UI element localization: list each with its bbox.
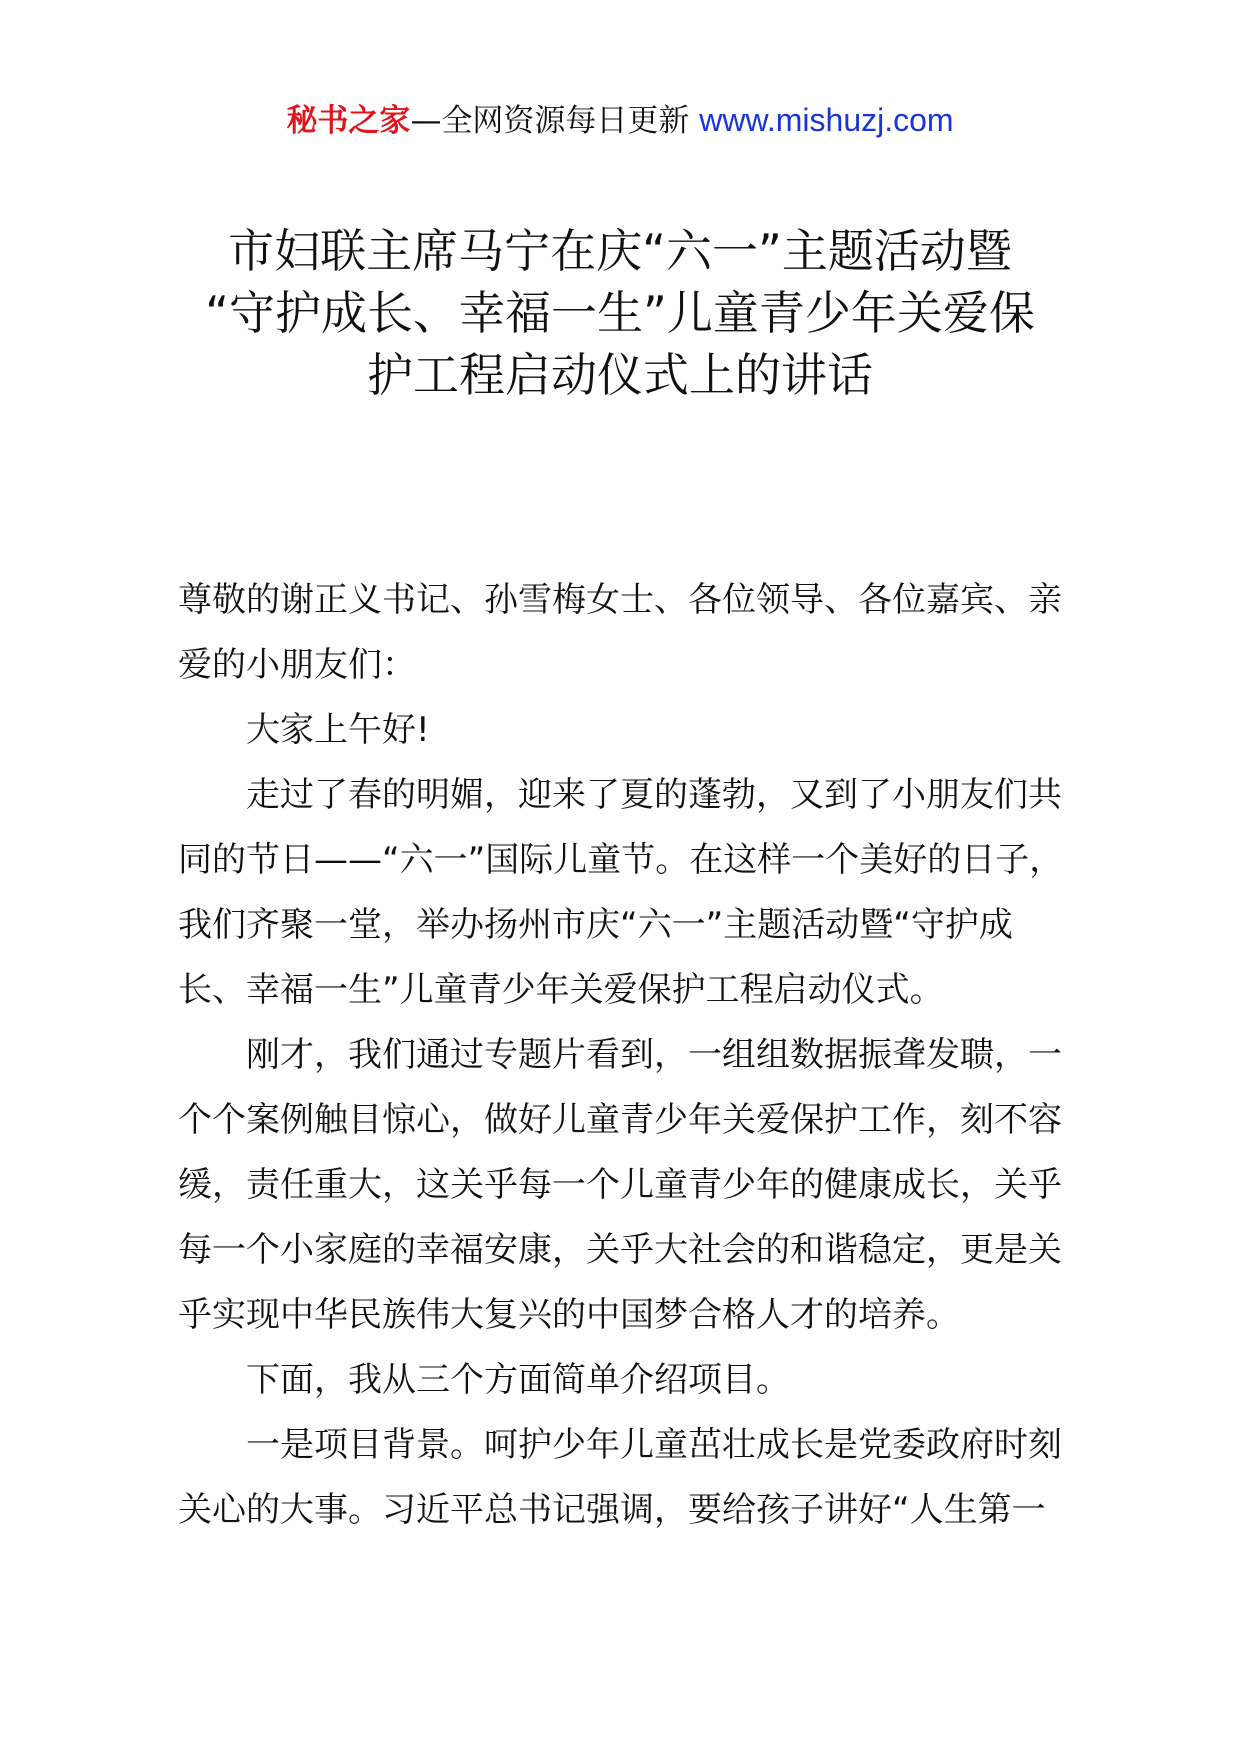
paragraph-line: 下面，我从三个方面简单介绍项目。	[246, 1360, 790, 1400]
paragraph-line: 乎实现中华民族伟大复兴的中国梦合格人才的培养。	[178, 1295, 960, 1335]
paragraph-line: 关心的大事。习近平总书记强调，要给孩子讲好“人生第一	[178, 1490, 1046, 1530]
paragraph-line: 长、幸福一生”儿童青少年关爱保护工程启动仪式。	[178, 970, 944, 1010]
paragraph-line: 我们齐聚一堂，举办扬州市庆“六一”主题活动暨“守护成	[178, 905, 1013, 945]
title-line: 护工程启动仪式上的讲话	[367, 348, 873, 402]
paragraph-line: 同的节日——“六一”国际儿童节。在这样一个美好的日子，	[178, 840, 1064, 880]
paragraph-line: 缓，责任重大，这关乎每一个儿童青少年的健康成长，关乎	[178, 1165, 1062, 1205]
site-tagline: —全网资源每日更新	[410, 103, 700, 139]
paragraph-line: 走过了春的明媚，迎来了夏的蓬勃，又到了小朋友们共	[246, 775, 1062, 815]
site-brand: 秘书之家	[286, 103, 411, 139]
title-line: “守护成长、幸福一生”儿童青少年关爱保	[205, 286, 1035, 340]
paragraph-line: 个个案例触目惊心，做好儿童青少年关爱保护工作，刻不容	[178, 1100, 1062, 1140]
paragraph-line: 刚才，我们通过专题片看到，一组组数据振聋发聩，一	[246, 1035, 1062, 1075]
salutation-line: 爱的小朋友们：	[178, 645, 416, 685]
document-title	[150, 220, 1090, 406]
document-body	[178, 568, 1078, 1543]
site-header	[0, 100, 1240, 141]
title-line: 市妇联主席马宁在庆“六一”主题活动暨	[228, 224, 1012, 278]
paragraph-line: 每一个小家庭的幸福安康，关乎大社会的和谐稳定，更是关	[178, 1230, 1062, 1270]
site-url-link[interactable]: www.mishuzj.com	[699, 102, 954, 138]
salutation-line: 尊敬的谢正义书记、孙雪梅女士、各位领导、各位嘉宾、亲	[178, 580, 1062, 620]
greeting-line: 大家上午好!	[246, 710, 430, 750]
paragraph-line: 一是项目背景。呵护少年儿童茁壮成长是党委政府时刻	[246, 1425, 1062, 1465]
